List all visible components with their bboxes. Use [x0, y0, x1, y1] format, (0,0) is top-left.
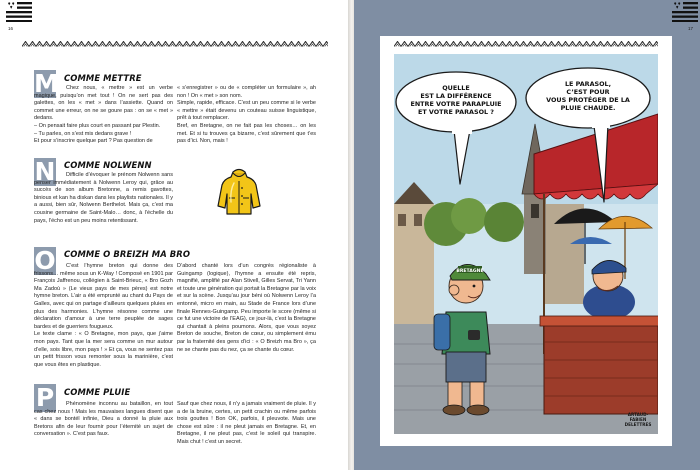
decorative-border: [22, 41, 328, 47]
artist-signature: ARTAUD·: [627, 412, 649, 417]
entry-text-mettre-col1: [34, 85, 173, 146]
bubble-left-line: ET VOTRE PARASOL ?: [417, 108, 495, 116]
entry-letter-o: O: [34, 246, 56, 275]
bubble-right-line: PLUIE CHAUDE.: [560, 104, 616, 112]
comic-illustration: [394, 54, 658, 434]
paragraph: Difficile d’évoquer le prénom Nolwenn sans penser immédiatement à Nolwenn Leroy qui, grâce au succès de son album Bretonne, a remis gavottes, binious et kan ha diskan dans les playlists nationales. Il y a aussi, bien sûr, Nolwenn Berthelot. Mais ça, c’est ma cousine germaine de Saint-Malo… donc, à l’échelle du pays, l’écho est un peu moins retentissant.: [34, 172, 173, 224]
paragraph: Bref, en Bretagne, on ne fait pas les choses… on les met. Et si tu trouves ça bizarre, c’est sûrement que t’es pas d’ici. Non, mais !: [177, 122, 316, 145]
entry-title-o-breizh-ma-bro: COMME O BREIZH MA BRO: [64, 249, 191, 259]
entry-text-pluie-col2: [177, 401, 316, 447]
left-page: [0, 0, 348, 470]
entry-letter-m: M: [34, 69, 59, 98]
entry-title-mettre: COMME METTRE: [64, 73, 142, 83]
paragraph: « s’enregistrer » ou de « compléter un formulaire », ah non ! On « met » son nom.: [177, 85, 316, 99]
entry-title-pluie: COMME PLUIE: [64, 387, 131, 397]
yellow-raincoat-icon: [216, 168, 262, 216]
paragraph: Simple, rapide, efficace. C’est un peu comme si le verbe « mettre » était devenu un couteau suisse linguistique, prêt à tout remplacer.: [177, 100, 316, 122]
breton-flag-icon: [6, 2, 32, 22]
page-number-left: 16: [8, 26, 14, 31]
entry-text-breizh-col2: [177, 263, 316, 354]
breton-flag-icon: [672, 2, 698, 22]
paragraph: Phénomène inconnu au bataillon, en tout cas chez nous ! Mais les mauvaises langues disent que « dans se bontél infinie, Dieu a donné la pluie aux Bretons afin de leur fournir pour l’éternité un sujet de conversation ». C’est pas faux.: [34, 401, 173, 438]
bubble-right-line: LE PARASOL,: [564, 80, 612, 88]
bubble-left-line: EST LA DIFFÉRENCE: [420, 92, 492, 100]
paragraph: Et pour s’inscrire quelque part ? Pas question de: [34, 138, 153, 145]
artist-signature: DELETTRES: [624, 422, 652, 427]
page-number-right: 17: [688, 26, 694, 31]
paragraph: Le texte clame : « O Bretagne, mon pays, que j’aime mon pays. Tant que la mer sera comme un mur autour d’elle, sois libre, mon pays ! » Et ça, vous ne sentez pas un petit frisson vous remonter sous la marinière, c’est que vous êtes en plastique.: [34, 331, 173, 368]
entry-text-breizh-col1: [34, 263, 173, 369]
entry-letter-p: P: [35, 383, 55, 412]
paragraph: – On pensait faire plus court en passant par Plestin.: [34, 122, 161, 129]
paragraph: C’est l’hymne breton qui donne des frissons… même sous un K-Way ! Composé en 1901 par François Jaffrenou, collégien à Saint-Brieuc, « Bro Gozh Ma Zadoù » (Le vieux pays de mes pères) est notre hymne breton. L’air a été emprunté au chant du Pays de Galles, avec qui on partage d’ailleurs quelques pluies en plus des harmonies. L’hymne résonne comme une déclaration d’amour à une terre peuplée de sages bardes et de guerriers fougueux.: [34, 263, 173, 330]
bubble-right-line: C’EST POUR: [566, 88, 610, 96]
bubble-right-line: VOUS PROTÉGER DE LA: [546, 96, 630, 104]
bubble-left-line: QUELLE: [442, 84, 470, 92]
right-page: [354, 0, 700, 470]
paragraph: Chez nous, « mettre » est un verbe magique, puisqu’on met tout ! On ne sert pas des galettes, on les « met » dans l’assiette. Quand on commet une erreur, on ne se goure pas : on se « met » dedans.: [34, 85, 173, 122]
entry-text-pluie-col1: [34, 401, 173, 439]
paragraph: D’abord chanté lors d’un congrès régionaliste à Guingamp (logique), l’hymne a ensuite été repris, magnifié, amplifié par Alan Stivell, Gilles Servat, Tri Yann et toute une génération qui portait la Bretagne par la voix et sur la scène. Jusqu’au jour béni où Nolwenn Leroy l’a entonné, micro en main, au Stade de France lors d’une finale Rennes-Guingamp. Peu importe le score (même si ce fut une victoire de l’EAG), ce jour-là, c’est la Bretagne qui chantait à pleins poumons. Alors, que vous soyez Breton de souche, Breton de cœur, ou simplement ému par la fraternité des gens d’ici : « O Breizh ma Bro », ça ne se chante pas du nez, ça se chante du cœur.: [177, 263, 316, 353]
entry-title-nolwenn: COMME NOLWENN: [64, 160, 152, 170]
entry-letter-n: N: [34, 157, 56, 186]
entry-text-mettre-col2: [177, 85, 316, 146]
paragraph: – Tu parles, on s’est mis dedans grave !: [34, 130, 132, 137]
paragraph: Sauf que chez nous, il n’y a jamais vraiment de pluie. Il y a de la bruine, certes, un petit crachin ou même parfois trois gouttes ! Bon OK, parfois, il pleuvote. Mais une chose est sûre : il ne pleut jamais en Bretagne. Et, en Bretagne, il ne pleut pas, c’est le soleil qui transpire. Mais chut ! c’est un secret.: [177, 401, 316, 445]
cap-text: BRETAGNE: [456, 269, 484, 274]
decorative-border: [394, 41, 658, 47]
artist-signature: FABIEN: [629, 417, 647, 422]
bubble-left-line: ENTRE VOTRE PARAPLUIE: [410, 100, 502, 108]
entry-text-nolwenn: [34, 172, 173, 225]
